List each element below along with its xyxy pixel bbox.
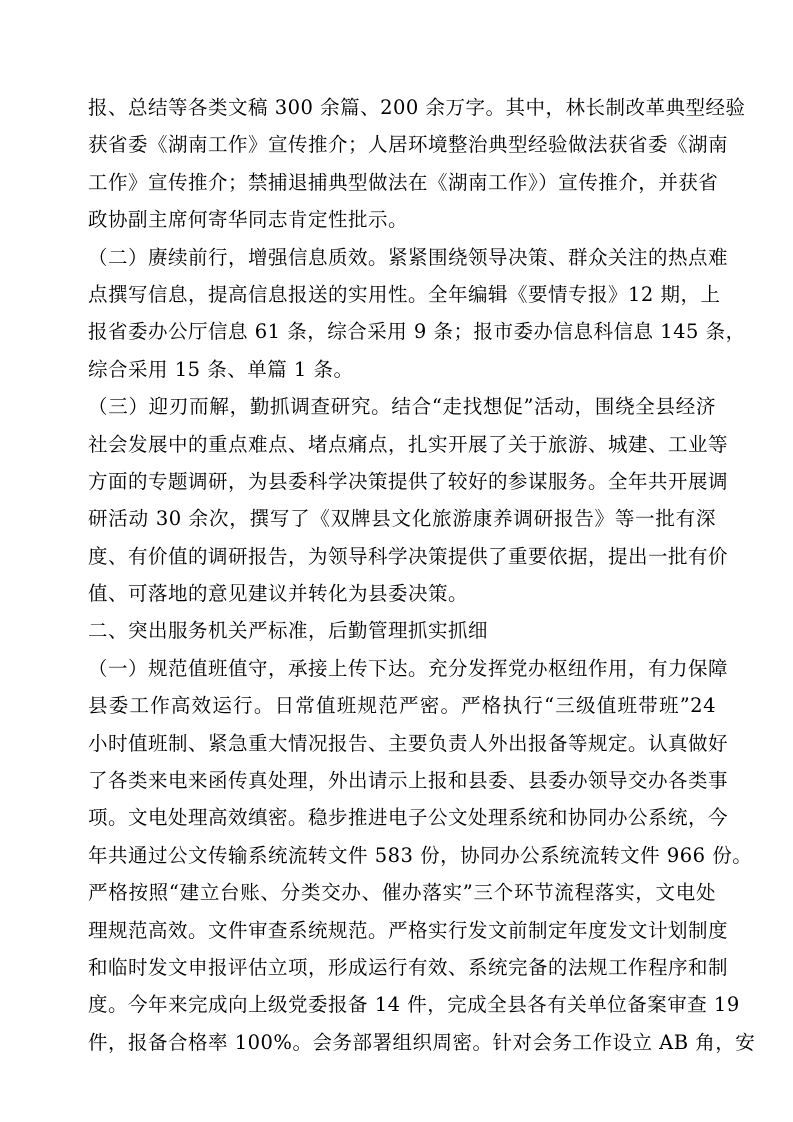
text-line: 报省委办公厅信息 61 条，综合采用 9 条；报市委办信息科信息 145 条， bbox=[88, 320, 746, 344]
text-line: 工作》宣传推介；禁捕退捕典型做法在《湖南工作》）宣传推介，并获省 bbox=[88, 170, 719, 194]
text-line: （一）规范值班值守，承接上传下达。充分发挥党办枢纽作用，有力保障 bbox=[88, 656, 729, 680]
text-line: 小时值班制、紧急重大情况报告、主要负责人外出报备等规定。认真做好 bbox=[88, 731, 729, 755]
text-line: 值、可落地的意见建议并转化为县委决策。 bbox=[88, 582, 469, 606]
text-line: 报、总结等各类文稿 300 余篇、200 余万字。其中，林长制改革典型经验 bbox=[88, 96, 746, 119]
text-line: 二、突出服务机关严标准，后勤管理抓实抓细 bbox=[88, 619, 489, 643]
text-line: 点撰写信息，提高信息报送的实用性。全年编辑《要情专报》12 期，上 bbox=[88, 282, 721, 306]
text-line: 年共通过公文传输系统流转文件 583 份，协同办公系统流转文件 966 份。 bbox=[88, 843, 753, 867]
text-line: 研活动 30 余次，撰写了《双牌县文化旅游康养调研报告》等一批有深 bbox=[88, 507, 716, 531]
text-line: （三）迎刃而解，勤抓调查研究。结合“走找想促”活动，围绕全县经济 bbox=[88, 395, 716, 419]
text-line: 县委工作高效运行。日常值班规范严密。严格执行“三级值班带班”24 bbox=[88, 694, 716, 718]
text-line: 政协副主席何寄华同志肯定性批示。 bbox=[88, 208, 409, 232]
text-line: 度。今年来完成向上级党委报备 14 件，完成全县各有关单位备案审查 19 bbox=[88, 993, 740, 1017]
text-line: 获省委《湖南工作》宣传推介；人居环境整治典型经验做法获省委《湖南 bbox=[88, 133, 729, 157]
text-line: 件，报备合格率 100%。会务部署组织周密。针对会务工作设立 AB 角，安 bbox=[88, 1030, 756, 1054]
document-page bbox=[88, 89, 756, 1061]
text-line: 和临时发文申报评估立项，形成运行有效、系统完备的法规工作程序和制 bbox=[88, 955, 729, 979]
text-line: 社会发展中的重点难点、堵点痛点，扎实开展了关于旅游、城建、工业等 bbox=[88, 432, 729, 456]
text-line: （二）赓续前行，增强信息质效。紧紧围绕领导决策、群众关注的热点难 bbox=[88, 245, 729, 269]
text-line: 理规范高效。文件审查系统规范。严格实行发文前制定年度发文计划制度 bbox=[88, 918, 729, 942]
text-line: 方面的专题调研，为县委科学决策提供了较好的参谋服务。全年共开展调 bbox=[88, 469, 729, 493]
text-line: 了各类来电来函传真处理，外出请示上报和县委、县委办领导交办各类事 bbox=[88, 769, 729, 793]
text-line: 严格按照“建立台账、分类交办、催办落实”三个环节流程落实，文电处 bbox=[88, 881, 716, 905]
text-line: 度、有价值的调研报告，为领导科学决策提供了重要依据，提出一批有价 bbox=[88, 544, 729, 568]
text-line: 综合采用 15 条、单篇 1 条。 bbox=[88, 357, 354, 381]
text-line: 项。文电处理高效缜密。稳步推进电子公文处理系统和协同办公系统，今 bbox=[88, 806, 729, 830]
